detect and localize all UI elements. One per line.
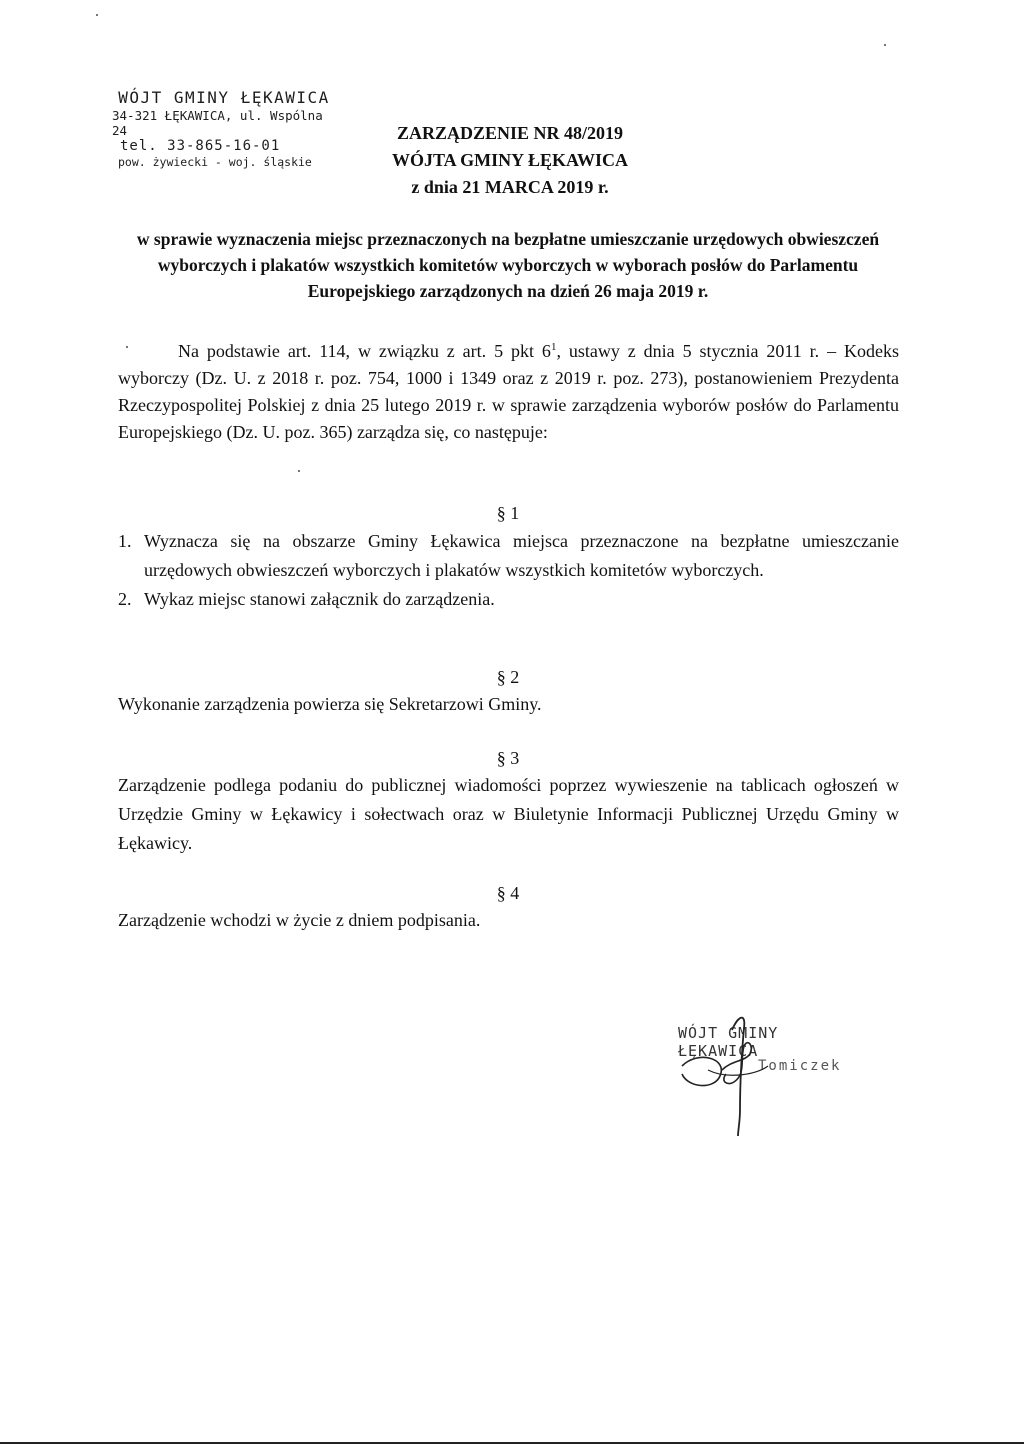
stamp-office-name: WÓJT GMINY ŁĘKAWICA — [118, 88, 330, 107]
office-stamp — [108, 88, 340, 170]
section-4-text: Zarządzenie wchodzi w życie z dniem podpisania. — [118, 910, 481, 930]
section-1-heading: § 1 — [496, 503, 520, 523]
signature-stamp-title: WÓJT GMINY ŁĘKAWICA — [678, 1024, 779, 1060]
list-item-text: Wykaz miejsc stanowi załącznik do zarządzenia. — [144, 589, 495, 609]
section-3-heading: § 3 — [496, 748, 520, 768]
document-title — [350, 120, 670, 201]
title-date: z dnia 21 MARCA 2019 r. — [411, 177, 609, 197]
stamp-phone: tel. 33-865-16-01 — [120, 138, 281, 154]
scan-speck — [96, 14, 98, 16]
section-1-list — [118, 527, 899, 614]
list-item — [118, 527, 899, 585]
signature-block — [668, 1010, 868, 1160]
section-4-heading: § 4 — [496, 883, 520, 903]
section-2-text: Wykonanie zarządzenia powierza się Sekretarzowi Gminy. — [118, 694, 542, 714]
scan-edge-line — [0, 1442, 1024, 1444]
legal-basis-superscript: 1 — [550, 341, 557, 353]
signature-stamp-name: Tomiczek — [758, 1058, 842, 1074]
list-item-number: 1. — [118, 531, 132, 551]
section-3-text: Zarządzenie podlega podaniu do publicznej wiadomości poprzez wywieszenie na tablicach ogłoszeń w Urzędzie Gminy w Łękawicy i sołectwach oraz w Biuletynie Informacji Publicznej Urzędu Gminy w Łękawicy. — [118, 775, 899, 853]
section-2-heading: § 2 — [496, 667, 520, 687]
scan-speck — [884, 44, 886, 46]
scan-speck — [298, 470, 300, 472]
title-issuer: WÓJTA GMINY ŁĘKAWICA — [391, 150, 629, 170]
list-item-text: Wyznacza się na obszarze Gminy Łękawica miejsca przeznaczone na bezpłatne umieszczanie urzędowych obwieszczeń wyborczych i plakatów wszystkich komitetów wyborczych. — [144, 531, 899, 580]
scan-speck — [126, 346, 128, 348]
legal-basis-text-1: Na podstawie art. 114, w związku z art. 5 pkt 6 — [178, 341, 551, 361]
document-subject: w sprawie wyznaczenia miejsc przeznaczonych na bezpłatne umieszczanie urzędowych obwieszczeń wyborczych i plakatów wszystkich komitetów wyborczych w wyborach posłów do Parlamentu Europejskiego zarządzonych na dzień 26 maja 2019 r. — [136, 229, 880, 301]
legal-basis-text-2: , ustawy z dnia 5 stycznia 2011 r. – Kodeks wyborczy (Dz. U. z 2018 r. poz. 754, 1000 i 1349 oraz z 2019 r. poz. 273), postanowieniem Prezydenta Rzeczypospolitej Polskiej z dnia 25 lutego 2019 r. w sprawie zarządzenia wyborów posłów do Parlamentu Europejskiego (Dz. U. poz. 365) zarządza się, co następuje: — [118, 341, 899, 442]
list-item-number: 2. — [118, 589, 132, 609]
stamp-address: 34-321 ŁĘKAWICA, ul. Wspólna 24 — [112, 108, 323, 138]
list-item — [118, 585, 899, 614]
stamp-region: pow. żywiecki - woj. śląskie — [118, 155, 312, 169]
handwritten-signature — [668, 1010, 868, 1160]
legal-basis-paragraph — [118, 338, 899, 446]
title-number: ZARZĄDZENIE NR 48/2019 — [396, 123, 624, 143]
